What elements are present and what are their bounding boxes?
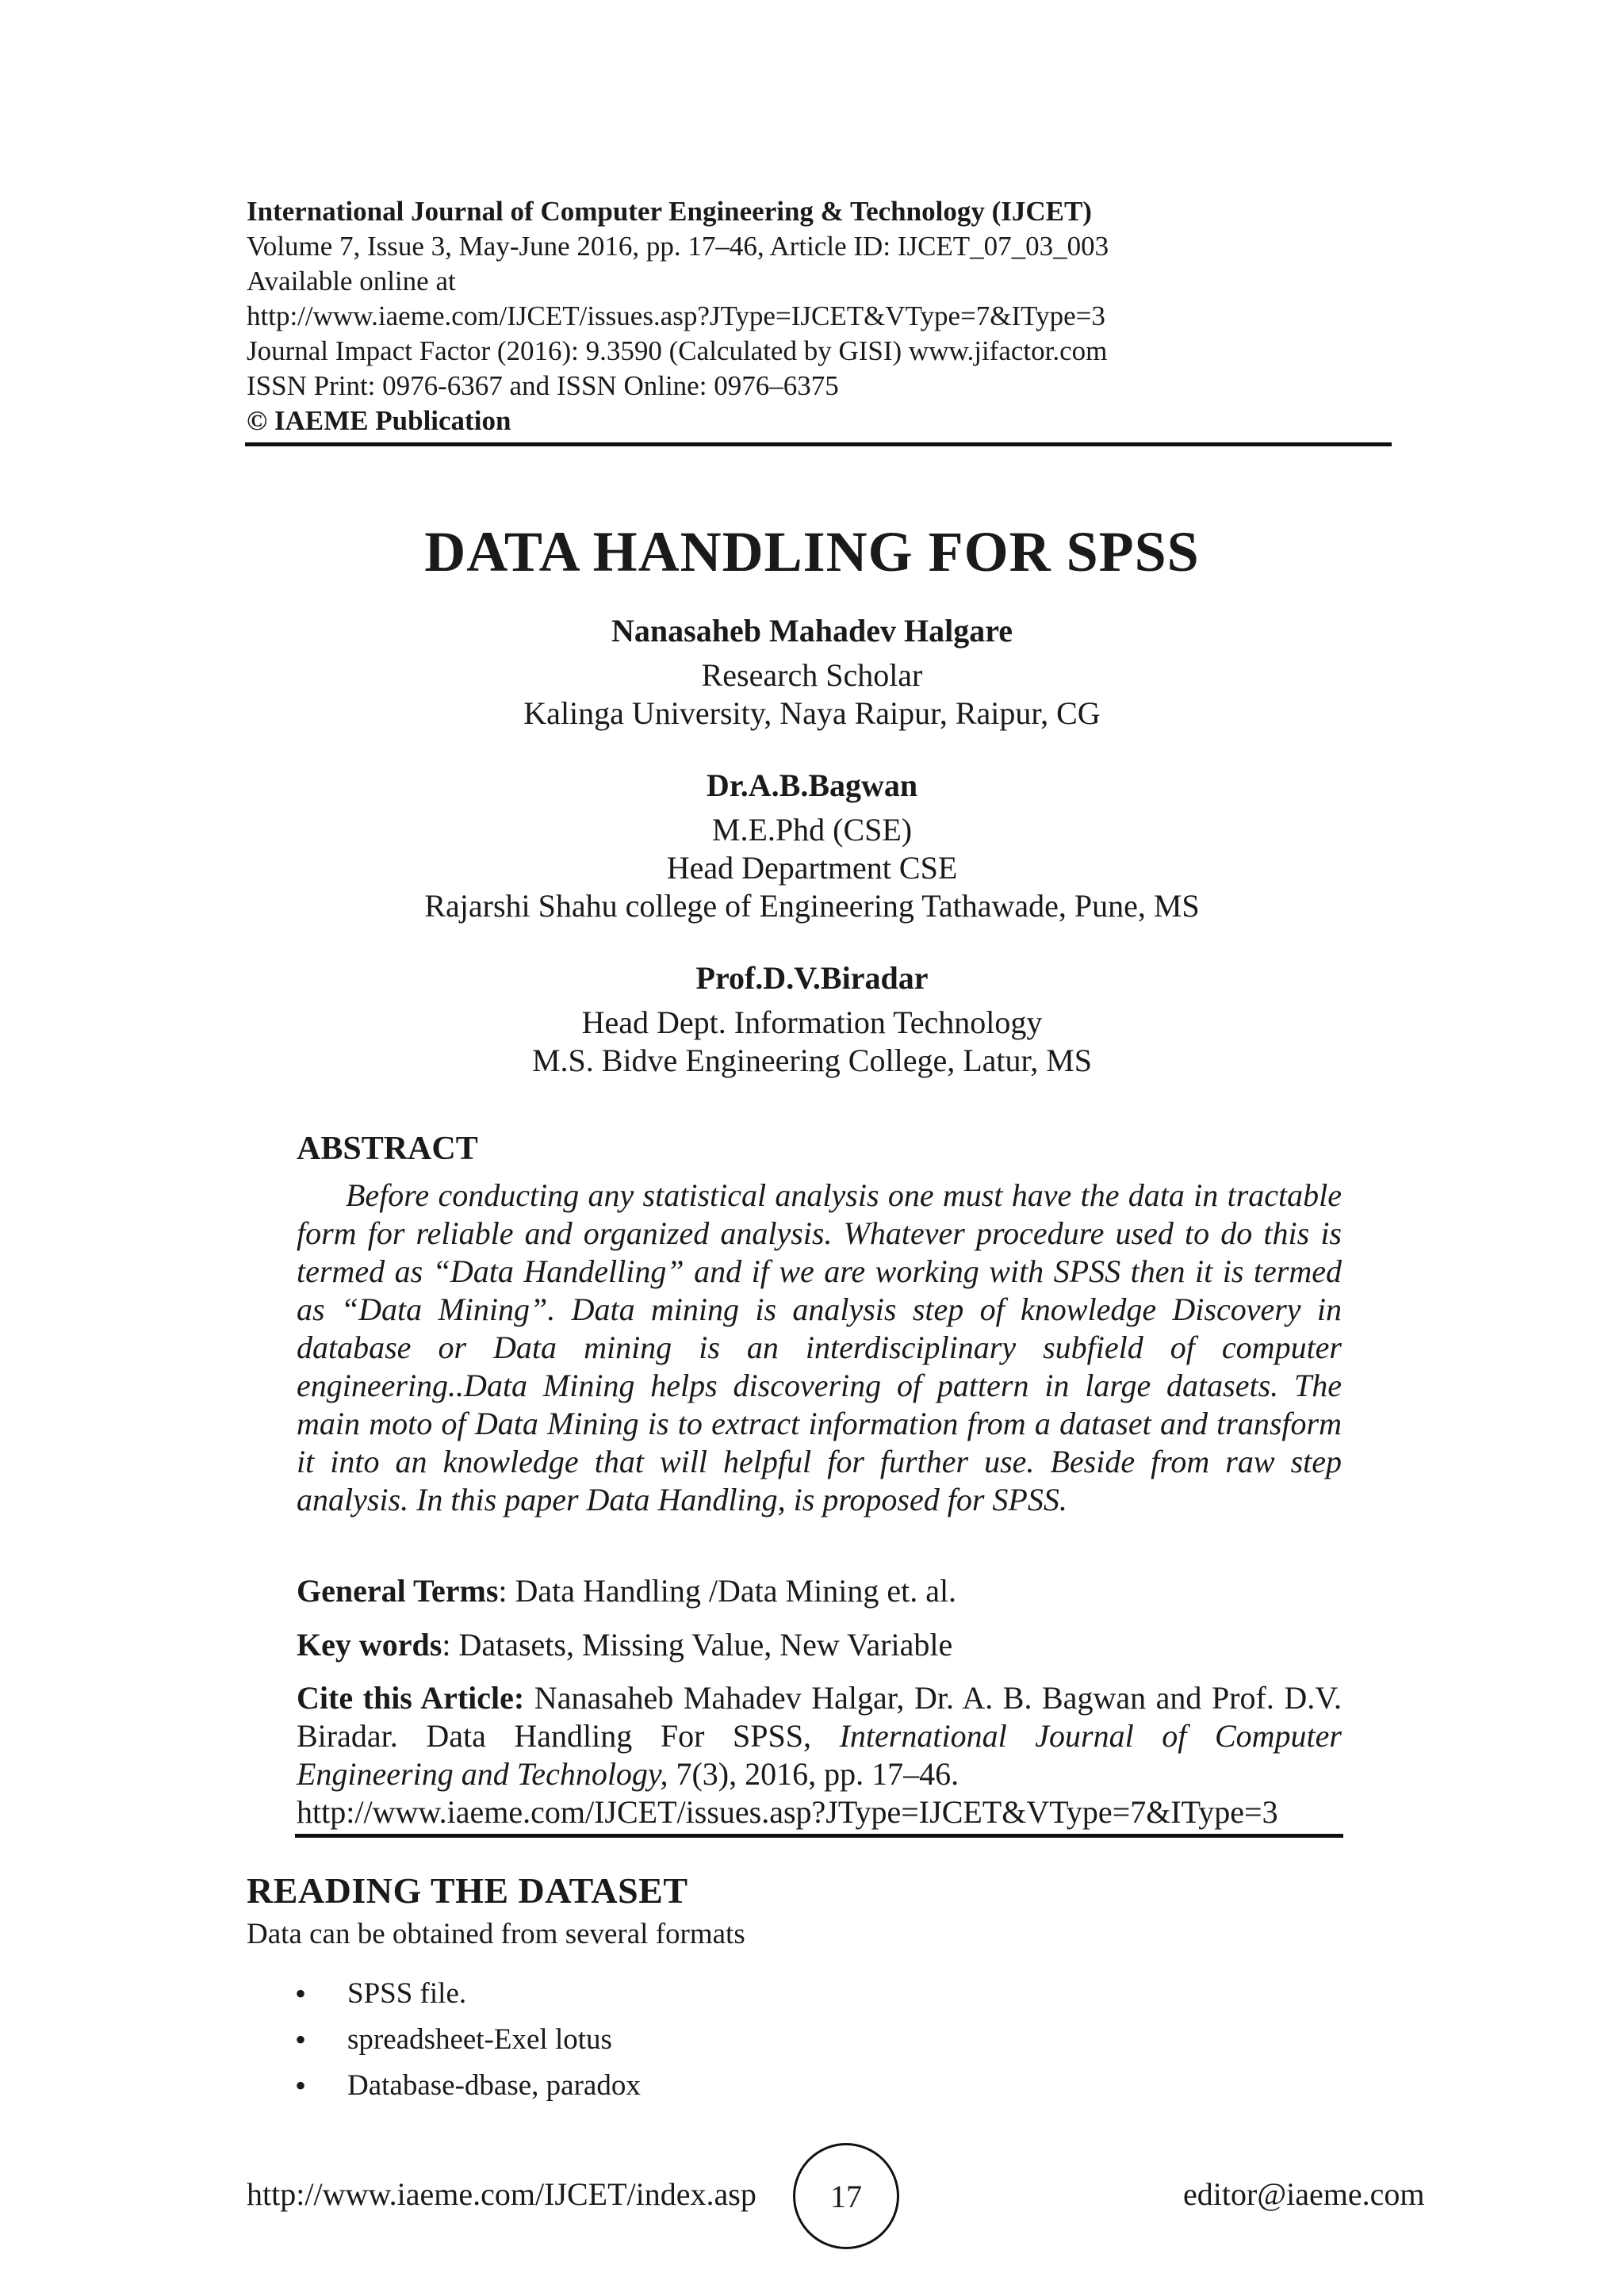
abstract-heading: ABSTRACT — [297, 1131, 478, 1167]
general-terms-text: : Data Handling /Data Mining et. al. — [498, 1573, 957, 1609]
format-list — [295, 1971, 641, 2109]
footer-url[interactable]: http://www.iaeme.com/IJCET/index.asp — [247, 2176, 756, 2212]
footer-email[interactable]: editor@iaeme.com — [1183, 2176, 1425, 2212]
citation-label: Cite this Article: — [297, 1680, 525, 1716]
author-affiliation: Research Scholar — [701, 657, 923, 693]
page-number-text: 17 — [830, 2178, 862, 2214]
section-heading: READING THE DATASET — [247, 1870, 688, 1911]
author-affiliation: Head Dept. Information Technology — [581, 1004, 1043, 1040]
impact-factor-line: Journal Impact Factor (2016): 9.3590 (Calculated by GISI) www.jifactor.com — [247, 335, 1108, 366]
section-intro: Data can be obtained from several formats — [247, 1918, 745, 1950]
page-number — [793, 2143, 899, 2249]
citation — [297, 1679, 1342, 1793]
general-terms — [297, 1572, 1342, 1610]
issue-url[interactable]: http://www.iaeme.com/IJCET/issues.asp?JType=IJCET&VType=7&IType=3 — [247, 300, 1105, 331]
author-name: Nanasaheb Mahadev Halgare — [611, 613, 1013, 649]
author-affiliation: M.S. Bidve Engineering College, Latur, MS — [531, 1043, 1093, 1078]
list-item: • SPSS file. — [295, 1971, 641, 2017]
key-words-label: Key words — [297, 1627, 442, 1663]
list-item: • spreadsheet-Exel lotus — [295, 2017, 641, 2063]
author-affiliation: Kalinga University, Naya Raipur, Raipur, CG — [523, 695, 1101, 731]
author-affiliation: Head Department CSE — [666, 850, 958, 886]
header-rule — [245, 442, 1392, 446]
publisher-line: © IAEME Publication — [247, 405, 511, 436]
abstract-rule — [295, 1834, 1343, 1838]
key-words-text: : Datasets, Missing Value, New Variable — [442, 1627, 953, 1663]
available-line: Available online at — [247, 266, 456, 297]
author-name: Prof.D.V.Biradar — [695, 960, 929, 996]
citation-journal: International Journal of Computer Engineering and Technology, — [297, 1718, 1342, 1792]
volume-line: Volume 7, Issue 3, May-June 2016, pp. 17–46, Article ID: IJCET_07_03_003 — [247, 231, 1109, 262]
issn-line: ISSN Print: 0976-6367 and ISSN Online: 0976–6375 — [247, 370, 839, 401]
key-words — [297, 1626, 1342, 1664]
general-terms-label: General Terms — [297, 1573, 499, 1609]
author-affiliation: Rajarshi Shahu college of Engineering Tathawade, Pune, MS — [424, 888, 1200, 924]
list-item: • Database-dbase, paradox — [295, 2063, 641, 2109]
abstract-body: Before conducting any statistical analysis one must have the data in tractable form for reliable and organized analysis. Whatever procedure used to do this is termed as “Data Handelling” and if we are working with SPSS then it is termed as “Data Mining”. Data mining is analysis step of knowledge Discovery in database or Data mining is an interdisciplinary subfield of computer engineering..Data Mining helps discovering of pattern in large datasets. The main moto of Data Mining is to extract information from a dataset and transform it into an knowledge that will helpful for further use. Beside from raw step analysis. In this paper Data Handling, is proposed for SPSS. — [297, 1177, 1342, 1517]
journal-header — [247, 194, 1396, 438]
citation-text: Nanasaheb Mahadev Halgar, Dr. A. B. Bagwan and Prof. D.V. Biradar. Data Handling For SPSS, — [297, 1680, 1342, 1754]
citation-volume: 7(3), 2016, pp. 17–46. — [668, 1756, 959, 1792]
citation-url[interactable]: http://www.iaeme.com/IJCET/issues.asp?JType=IJCET&VType=7&IType=3 — [297, 1794, 1278, 1830]
journal-name: International Journal of Computer Engineering & Technology (IJCET) — [247, 196, 1092, 227]
paper-title: DATA HANDLING FOR SPSS — [424, 520, 1200, 584]
author-name: Dr.A.B.Bagwan — [706, 767, 918, 803]
author-affiliation: M.E.Phd (CSE) — [711, 812, 913, 848]
